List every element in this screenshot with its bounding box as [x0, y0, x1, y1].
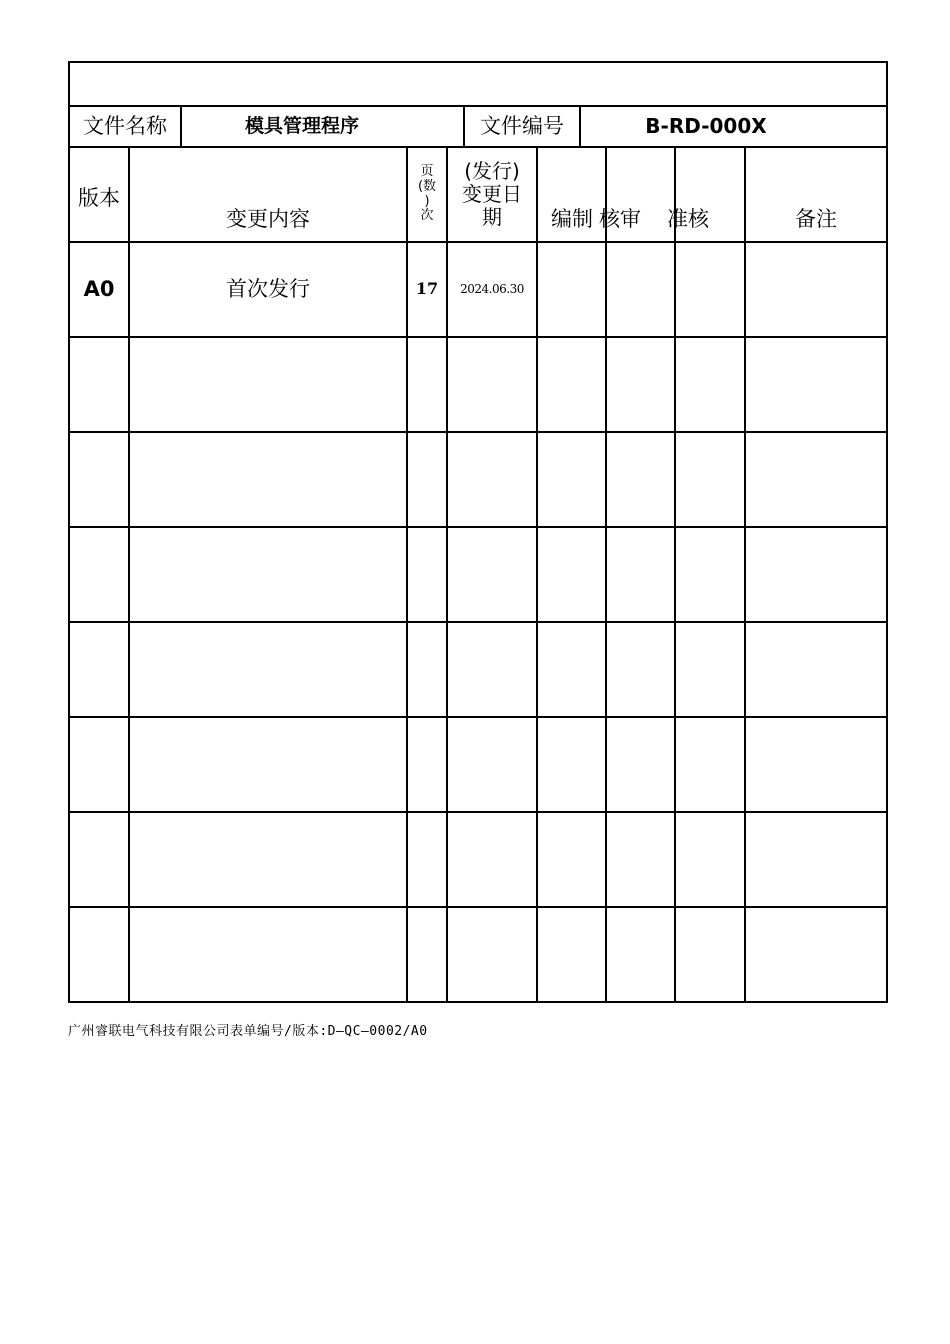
table-divider — [744, 146, 746, 1003]
form-footer: 广州睿联电气科技有限公司表单编号/版本:D—QC—0002/A0 — [68, 1024, 428, 1039]
column-header-date — [448, 148, 536, 241]
table-divider — [68, 906, 888, 908]
table-divider — [68, 811, 888, 813]
column-header-reviewed: 核审 — [599, 206, 641, 231]
column-header-content: 变更内容 — [226, 206, 310, 231]
row-pages: 17 — [415, 279, 439, 299]
table-divider — [68, 716, 888, 718]
column-header-pages-line: (数 — [417, 178, 437, 194]
table-divider — [68, 336, 888, 338]
table-divider — [674, 146, 676, 1003]
table-divider — [68, 431, 888, 433]
table-divider — [605, 146, 607, 1003]
column-header-date-line: (发行) — [464, 159, 520, 183]
column-header-date-line: 变更日 — [462, 182, 522, 206]
column-header-date-line: 期 — [482, 205, 502, 229]
column-header-prepared: 编制 — [551, 206, 593, 231]
column-header-version: 版本 — [78, 186, 120, 210]
table-divider — [536, 146, 538, 1003]
file-number-value: B-RD-000X — [645, 114, 767, 138]
column-header-pages-line: 次 — [420, 208, 434, 224]
column-header-pages-line: ) — [424, 193, 430, 209]
table-divider — [68, 526, 888, 528]
row-version: A0 — [83, 277, 115, 302]
file-name-label: 文件名称 — [83, 114, 167, 139]
column-header-pages — [408, 148, 446, 241]
table-divider — [68, 621, 888, 623]
column-header-remarks: 备注 — [795, 206, 837, 231]
column-header-approved: 准核 — [667, 206, 709, 231]
column-header-pages-line: 页 — [420, 163, 434, 179]
row-content: 首次发行 — [226, 277, 310, 302]
row-date: 2024.06.30 — [460, 281, 524, 296]
file-number-label: 文件编号 — [480, 114, 564, 139]
file-name-value: 模具管理程序 — [244, 114, 359, 137]
